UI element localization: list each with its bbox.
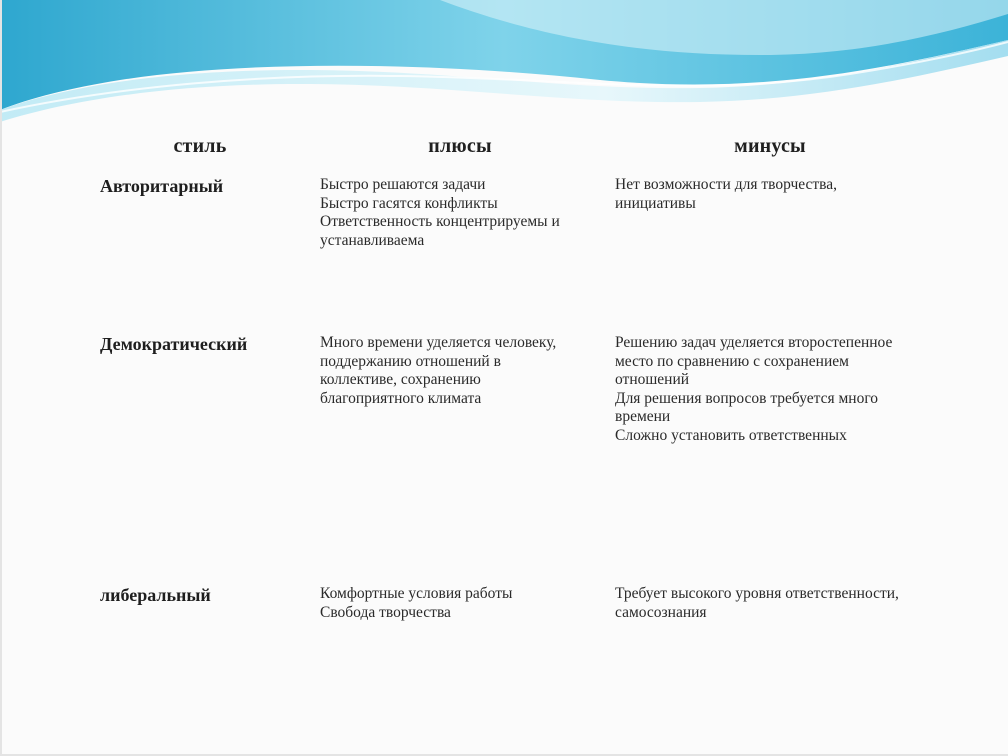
cons-line: отношений	[615, 371, 690, 388]
header-pros: плюсы	[428, 135, 492, 157]
pros-line: коллективе, сохранению	[320, 371, 481, 388]
pros-line: Комфортные условия работы	[320, 585, 513, 602]
slide-left-border	[0, 0, 2, 756]
pros-line: поддержанию отношений в	[320, 352, 501, 370]
style-name: Авторитарный	[100, 176, 224, 196]
cons-line: времени	[615, 408, 671, 425]
pros-line: благоприятного климата	[320, 389, 482, 407]
header-cons: минусы	[734, 135, 806, 157]
cons-cell	[615, 334, 935, 445]
pros-cell	[320, 334, 590, 408]
cons-line: Требует высокого уровня ответственности,	[615, 585, 899, 602]
cons-line: самосознания	[615, 603, 707, 621]
cons-line: Для решения вопросов требуется много	[615, 389, 879, 407]
style-name: либеральный	[100, 585, 211, 605]
pros-line: Много времени уделяется человеку,	[320, 334, 557, 351]
cons-cell	[615, 585, 935, 622]
cons-line: Решению задач уделяется второстепенное	[615, 334, 893, 351]
pros-line: устанавливаема	[320, 231, 425, 249]
pros-line: Быстро решаются задачи	[320, 176, 486, 193]
cons-line: Сложно установить ответственных	[615, 426, 847, 444]
header-style: стиль	[173, 135, 227, 157]
cons-line: инициативы	[615, 194, 696, 212]
pros-line: Свобода творчества	[320, 603, 451, 621]
decorative-wave	[0, 0, 1008, 130]
pros-line: Быстро гасятся конфликты	[320, 194, 498, 212]
style-name: Демократический	[100, 334, 248, 354]
cons-line: Нет возможности для творчества,	[615, 176, 838, 193]
cons-line: место по сравнению с сохранением	[615, 352, 849, 370]
pros-cell	[320, 585, 590, 622]
pros-line: Ответственность концентрируемы и	[320, 213, 560, 230]
pros-cell	[320, 176, 590, 250]
cons-cell	[615, 176, 935, 213]
